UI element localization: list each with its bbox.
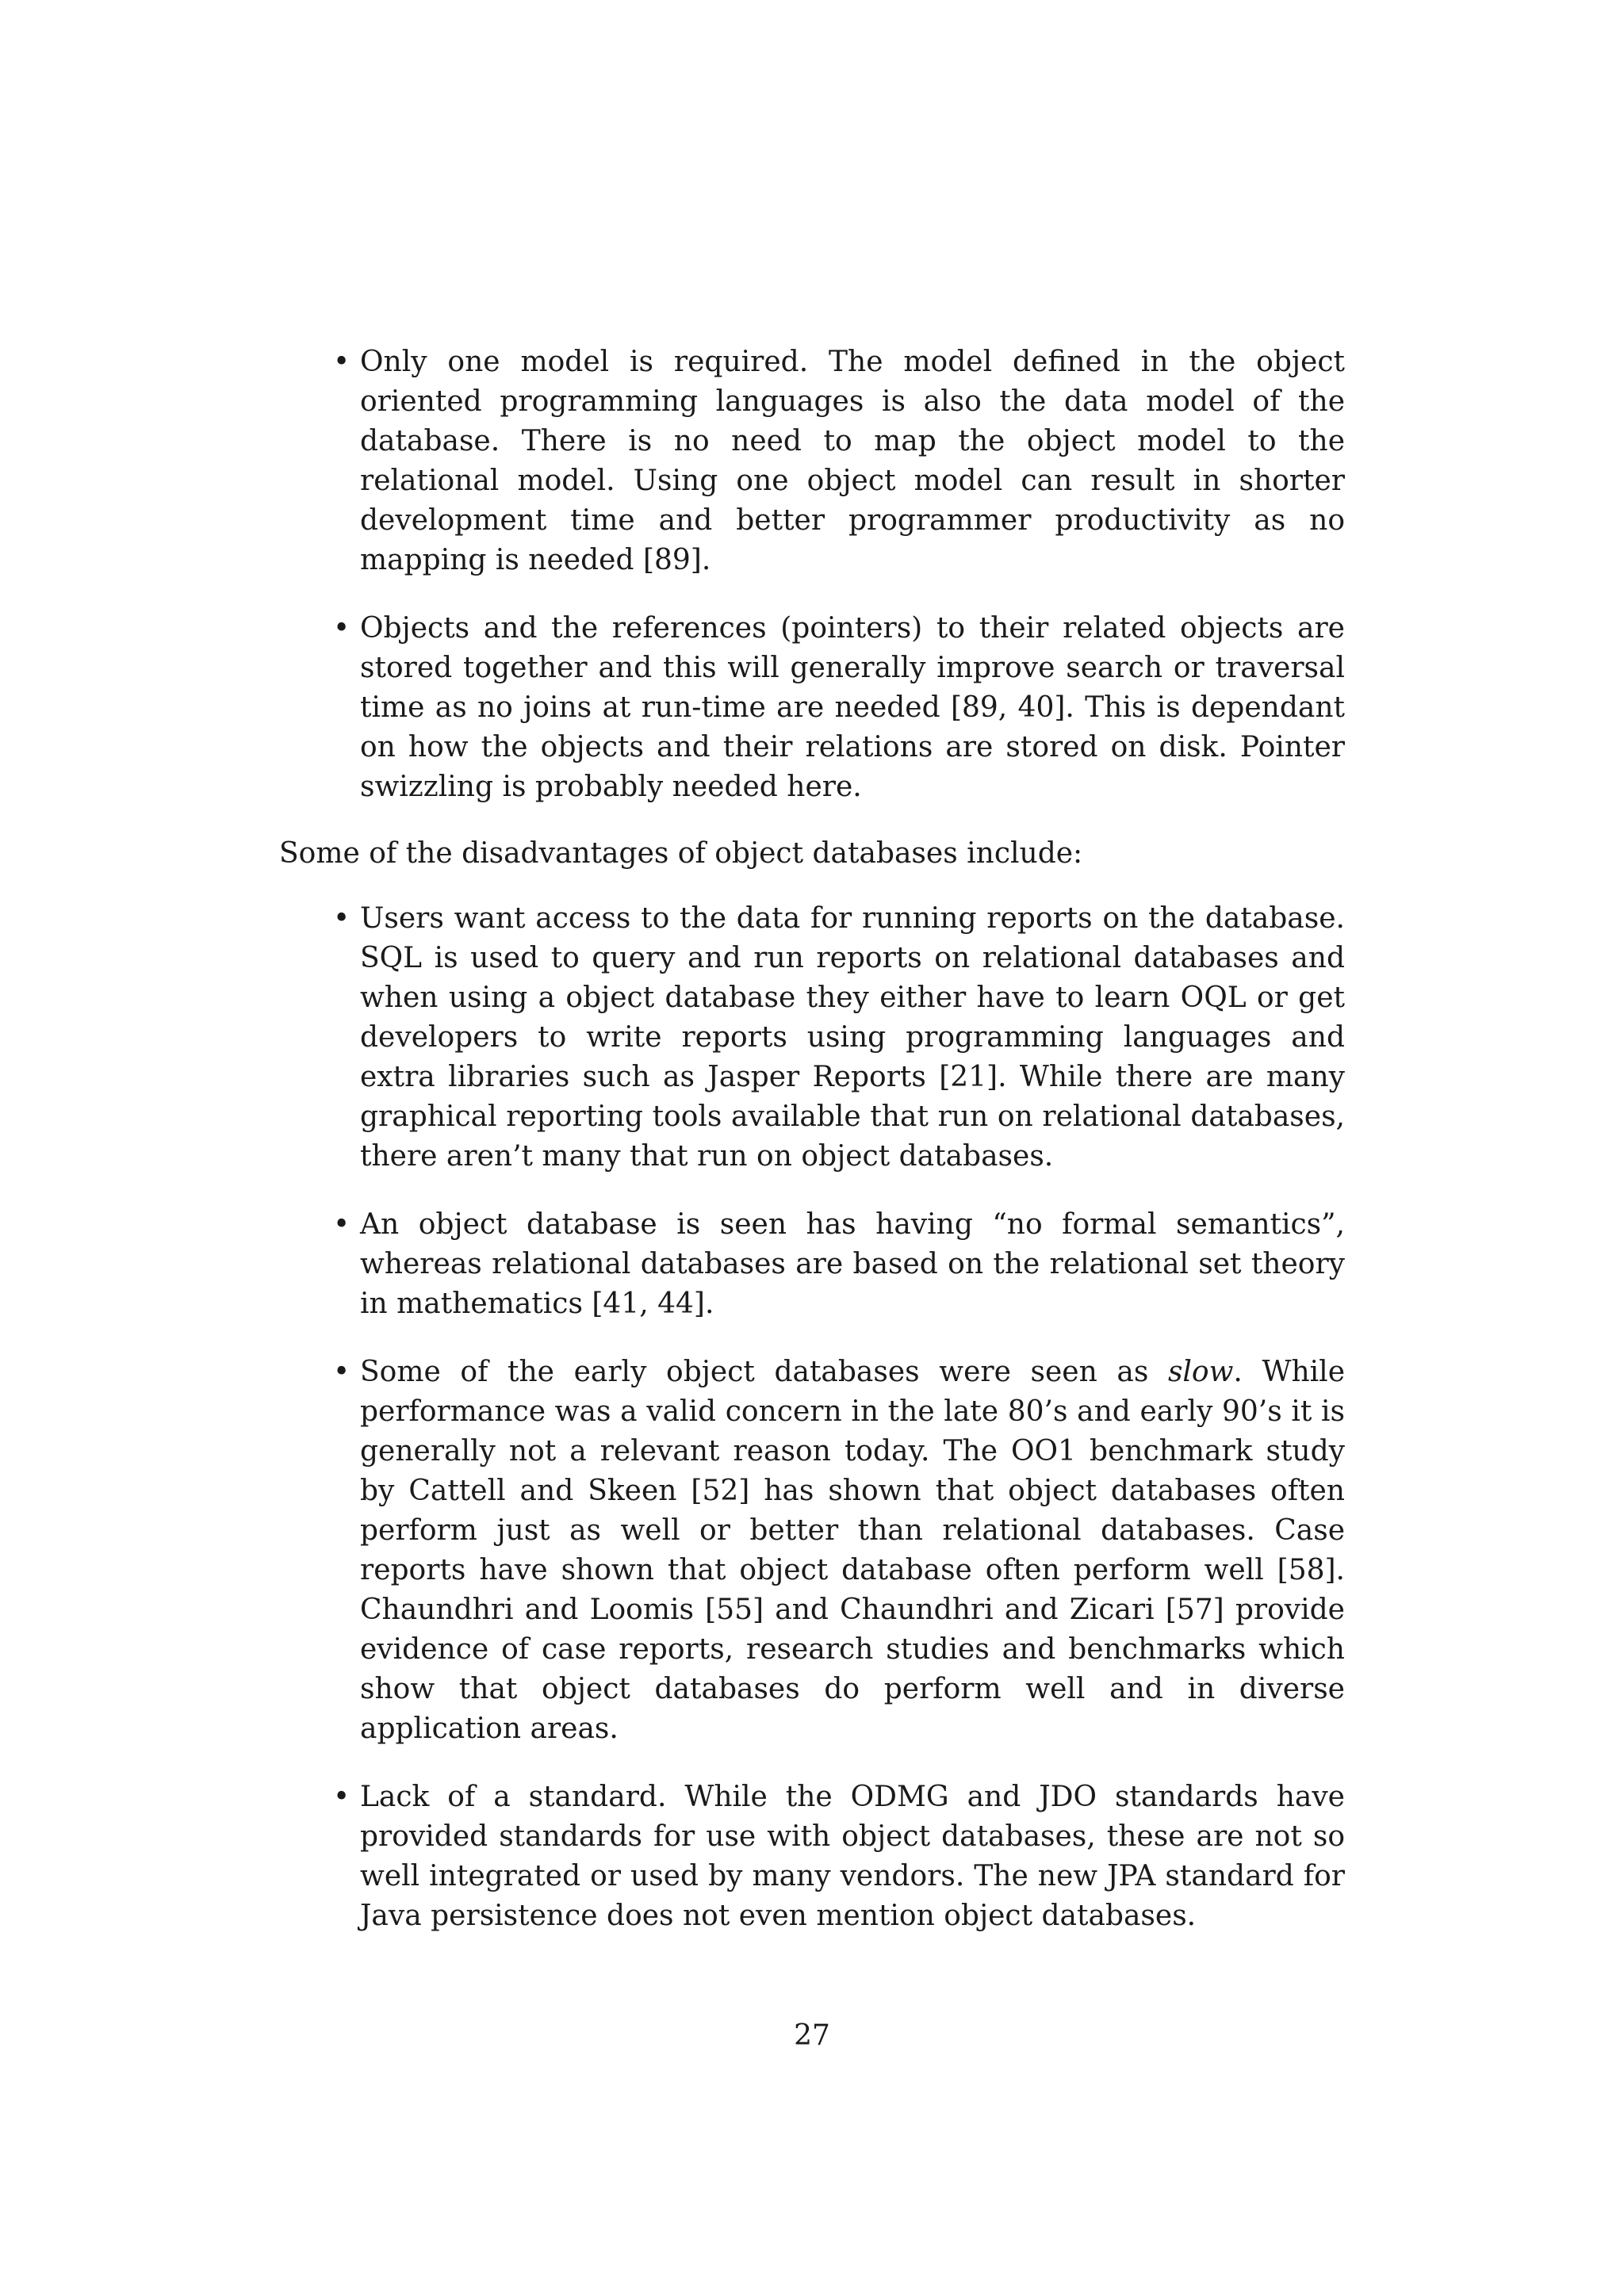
bullet-icon: • [333,346,350,378]
list-item [279,1777,1345,1936]
bullet-icon: • [333,612,350,645]
list-item-text: Lack of a standard. While the ODMG and JDO standards have provided standards for use with object databases, these are not so well integrated or used by many vendors. The new JPA standard for Java persistence does not even mention object databases. [360,1781,1345,1932]
emphasis-slow: slow [1167,1356,1234,1388]
advantages-list [279,342,1345,807]
bullet-icon: • [333,1208,350,1241]
list-item-text: An object database is seen has having “no formal semantics”, whereas relational databases are based on the relational set theory in mathematics [41, 44]. [360,1208,1345,1320]
list-item [279,1353,1345,1749]
list-item [279,1205,1345,1324]
list-item-text-start: Some of the early object databases were seen as [360,1356,1168,1388]
page-body [279,342,1345,1936]
list-item-text: Users want access to the data for running reports on the database. SQL is used to query and run reports on relational databases and when using a object database they either have to learn OQL or get developers to write reports using programming languages and extra libraries such as Jasper Reports [21]. While there are many graphical reporting tools available that run on relational databases, there aren’t many that run on object databases. [360,902,1345,1173]
page-number: 27 [794,2019,830,2052]
list-item [279,342,1345,580]
list-item-text [360,1353,1345,1749]
list-item [279,609,1345,807]
list-item-text-end: . While performance was a valid concern in the late 80’s and early 90’s it is generally not a relevant reason today. The OO1 benchmark study by Cattell and Skeen [52] has shown that object databases often perform just as well or better than relational databases. Case reports have shown that object database often perform well [58]. Chaundhri and Loomis [55] and Chaundhri and Zicari [57] provide evidence of case reports, research studies and benchmarks which show that object databases do perform well and in diverse application areas. [360,1356,1345,1745]
list-item-text: Objects and the references (pointers) to their related objects are stored together and this will generally improve search or traversal time as no joins at run-time are needed [89, 40]. This is dependant on how the objects and their relations are stored on disk. Pointer swizzling is probably needed here. [360,612,1345,803]
list-item-text: Only one model is required. The model defined in the object oriented programming languages is also the data model of the database. There is no need to map the object model to the relational model. Using one object model can result in shorter development time and better programmer productivity as no mapping is needed [89]. [360,346,1345,576]
disadvantages-list [279,899,1345,1936]
list-item [279,899,1345,1177]
bullet-icon: • [333,1356,350,1388]
disadvantages-intro: Some of the disadvantages of object databases include: [279,837,1083,870]
bullet-icon: • [333,902,350,935]
bullet-icon: • [333,1781,350,1813]
